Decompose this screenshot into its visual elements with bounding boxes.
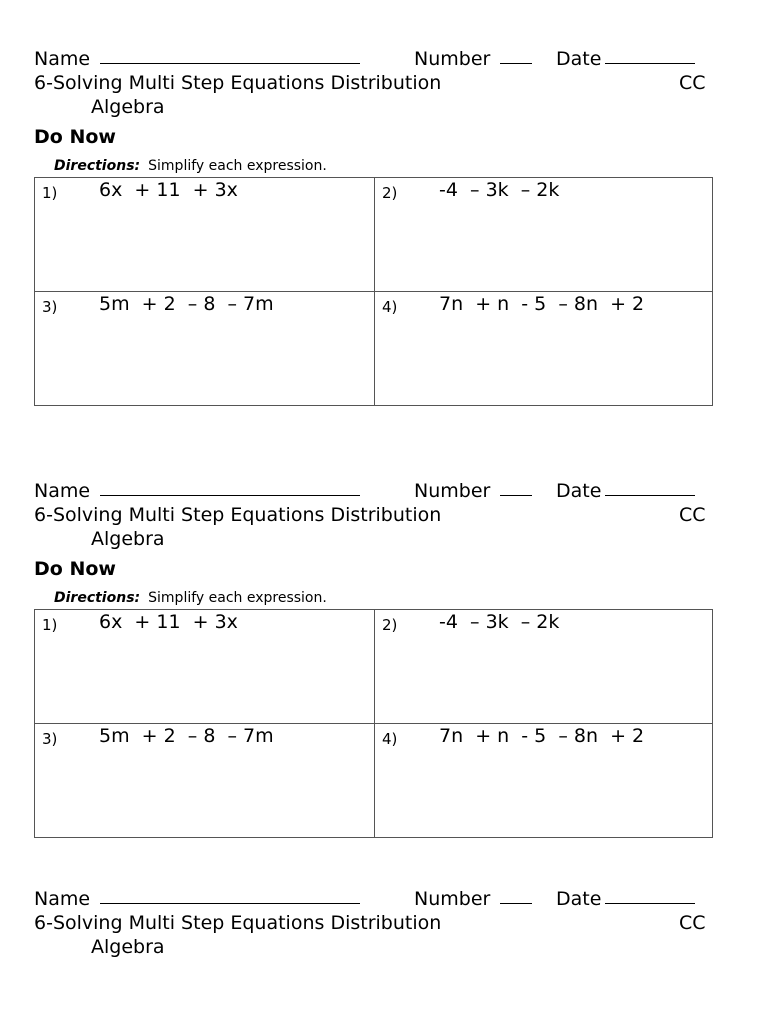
directions-text: Simplify each expression. [148,158,327,174]
header-line-1 [34,479,724,503]
header-line-1 [34,887,724,911]
problem-grid [34,609,713,838]
problem-expression: -4 – 3k – 2k [439,179,560,201]
number-label: Number [414,48,491,70]
problem-expression: 7n + n - 5 – 8n + 2 [439,724,645,747]
problem-number: 2) [382,616,398,634]
problem-number: 3) [42,297,58,316]
problem-cell[interactable] [375,610,712,724]
number-blank[interactable] [500,477,532,502]
problem-number: 3) [42,729,58,748]
problem-cell[interactable] [35,724,375,838]
directions-label: Directions: [54,590,141,606]
problem-expression: 7n + n - 5 – 8n + 2 [439,292,645,315]
problem-expression: -4 – 3k – 2k [439,611,560,633]
date-blank[interactable] [605,885,695,910]
course-code: CC [679,912,706,934]
problem-number: 4) [382,297,398,316]
problem-cell[interactable] [375,178,712,292]
name-label: Name [34,48,91,70]
problem-cell[interactable] [35,292,375,406]
date-blank[interactable] [605,477,695,502]
problem-number: 1) [42,616,58,634]
subject: Algebra [91,96,165,118]
worksheet-title: 6-Solving Multi Step Equations Distribution [34,504,442,526]
problem-cell[interactable] [35,610,375,724]
problem-cell[interactable] [375,292,712,406]
worksheet-title: 6-Solving Multi Step Equations Distribution [34,912,442,934]
problem-expression: 5m + 2 – 8 – 7m [99,292,274,315]
subject: Algebra [91,528,165,550]
problem-number: 4) [382,729,398,748]
course-code: CC [679,504,706,526]
problem-cell[interactable] [375,724,712,838]
number-label: Number [414,888,491,910]
problem-grid [34,177,713,406]
header-line-1 [34,47,724,71]
date-label: Date [556,888,602,910]
date-label: Date [556,48,602,70]
date-label: Date [556,480,602,502]
worksheet-header [34,887,724,959]
name-label: Name [34,480,91,502]
name-blank[interactable] [100,45,360,70]
directions-label: Directions: [54,158,141,174]
problem-number: 1) [42,184,58,202]
worksheet-title: 6-Solving Multi Step Equations Distribution [34,72,442,94]
do-now-heading: Do Now [34,126,116,148]
header-line-2 [34,911,724,935]
number-blank[interactable] [500,885,532,910]
name-blank[interactable] [100,885,360,910]
directions-text: Simplify each expression. [148,590,327,606]
header-line-2 [34,503,724,527]
header-line-2 [34,71,724,95]
subject: Algebra [91,936,165,958]
worksheet-header [34,47,724,119]
problem-expression: 6x + 11 + 3x [99,611,238,633]
number-blank[interactable] [500,45,532,70]
problem-cell[interactable] [35,178,375,292]
header-line-3 [34,527,724,551]
worksheet-header [34,479,724,551]
problem-expression: 5m + 2 – 8 – 7m [99,724,274,747]
date-blank[interactable] [605,45,695,70]
name-blank[interactable] [100,477,360,502]
directions [54,590,327,606]
name-label: Name [34,888,91,910]
problem-number: 2) [382,184,398,202]
do-now-heading: Do Now [34,558,116,580]
directions [54,158,327,174]
number-label: Number [414,480,491,502]
problem-expression: 6x + 11 + 3x [99,179,238,201]
course-code: CC [679,72,706,94]
header-line-3 [34,935,724,959]
header-line-3 [34,95,724,119]
